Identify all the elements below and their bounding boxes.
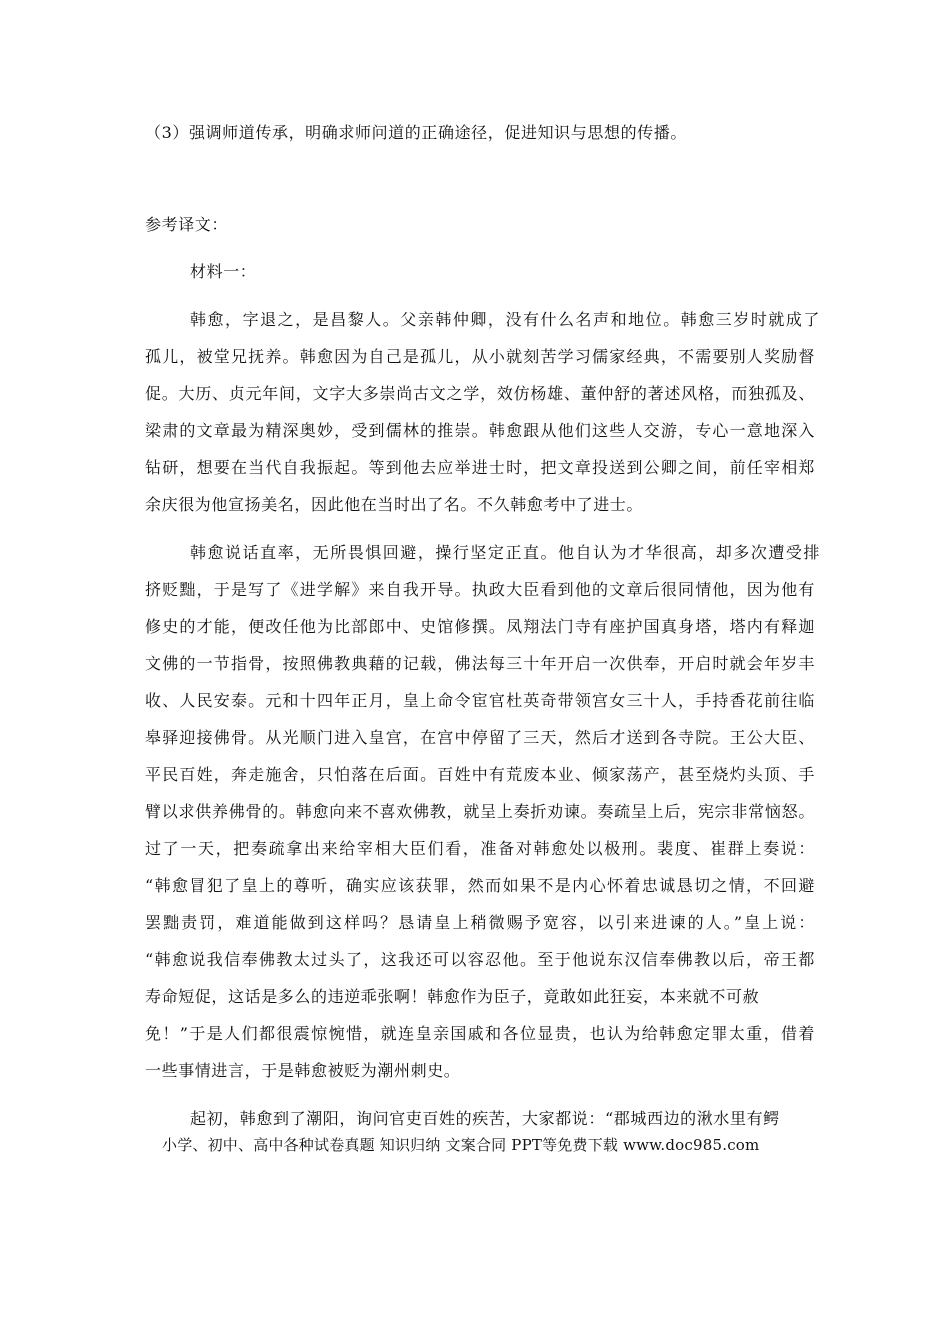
para2-line: 皋驿迎接佛骨。从光顺门进入皇宫，在宫中停留了三天，然后才送到各寺院。王公大臣、 <box>145 728 815 747</box>
para1-line: 余庆很为他宣扬美名，因此他在当时出了名。不久韩愈考中了进士。 <box>145 495 644 514</box>
para2-line: 过了一天，把奏疏拿出来给宰相大臣们看，准备对韩愈处以极刑。裴度、崔群上奏说： <box>145 839 815 858</box>
para3-line: 起初，韩愈到了潮阳，询问官吏百姓的疾苦，大家都说：“郡城西边的湫水里有鳄 <box>190 1109 780 1128</box>
para2-line: 韩愈说话直率，无所畏惧回避，操行坚定正直。他自认为才华很高，却多次遭受排 <box>190 543 820 562</box>
para2-line: 修史的才能，便改任他为比部郎中、史馆修撰。凤翔法门寺有座护国真身塔，塔内有释迦 <box>145 617 815 636</box>
para1-line: 钻研，想要在当代自我振起。等到他去应举进士时，把文章投送到公卿之间，前任宰相郑 <box>145 458 815 477</box>
para1-line: 促。大历、贞元年间，文字大多崇尚古文之学，效仿杨雄、董仲舒的著述风格，而独孤及、 <box>145 384 815 403</box>
para2-line: 免！”于是人们都很震惊惋惜，就连皇亲国戚和各位显贵，也认为给韩愈定罪太重，借着 <box>145 1024 815 1043</box>
para2-line: 文佛的一节指骨，按照佛教典藉的记载，佛法每三十年开启一次供奉，开启时就会年岁丰 <box>145 654 815 673</box>
reference-translation-heading: 参考译文： <box>145 215 229 234</box>
answer-point-3: （3）强调师道传承，明确求师问道的正确途径，促进知识与思想的传播。 <box>145 123 687 142</box>
para2-line: 一些事情进言，于是韩愈被贬为潮州刺史。 <box>145 1061 461 1080</box>
para2-line: 罢黜责罚，难道能做到这样吗？恳请皇上稍微赐予宽容，以引来进谏的人。”皇上说： <box>145 913 815 932</box>
para2-line: “韩愈说我信奉佛教太过头了，这我还可以容忍他。至于他说东汉信奉佛教以后，帝王都 <box>145 950 815 969</box>
footer-banner: 小学、初中、高中各种试卷真题 知识归纳 文案合同 PPT等免费下载 www.doc985.com <box>162 1136 760 1154</box>
para2-line: 平民百姓，奔走施舍，只怕落在后面。百姓中有荒废本业、倾家荡产，甚至烧灼头顶、手 <box>145 765 815 784</box>
para2-line: 臂以求供养佛骨的。韩愈向来不喜欢佛教，就呈上奏折劝谏。奏疏呈上后，宪宗非常恼怒。 <box>145 802 815 821</box>
para1-line: 韩愈，字退之，是昌黎人。父亲韩仲卿，没有什么名声和地位。韩愈三岁时就成了 <box>190 310 820 329</box>
material-one-heading: 材料一： <box>190 262 257 281</box>
para2-line: 寿命短促，这话是多么的违逆乖张啊！韩愈作为臣子，竟敢如此狂妄，本来就不可赦 <box>145 987 760 1006</box>
para2-line: 挤贬黜，于是写了《进学解》来自我开导。执政大臣看到他的文章后很同情他，因为他有 <box>145 580 815 599</box>
para2-line: “韩愈冒犯了皇上的尊听，确实应该获罪，然而如果不是内心怀着忠诚恳切之情，不回避 <box>145 876 815 895</box>
para1-line: 梁肃的文章最为精深奥妙，受到儒林的推崇。韩愈跟从他们这些人交游，专心一意地深入 <box>145 421 815 440</box>
para1-line: 孤儿，被堂兄抚养。韩愈因为自己是孤儿，从小就刻苦学习儒家经典，不需要别人奖励督 <box>145 347 815 366</box>
para2-line: 收、人民安泰。元和十四年正月，皇上命令宦官杜英奇带领宫女三十人，手持香花前往临 <box>145 691 815 710</box>
